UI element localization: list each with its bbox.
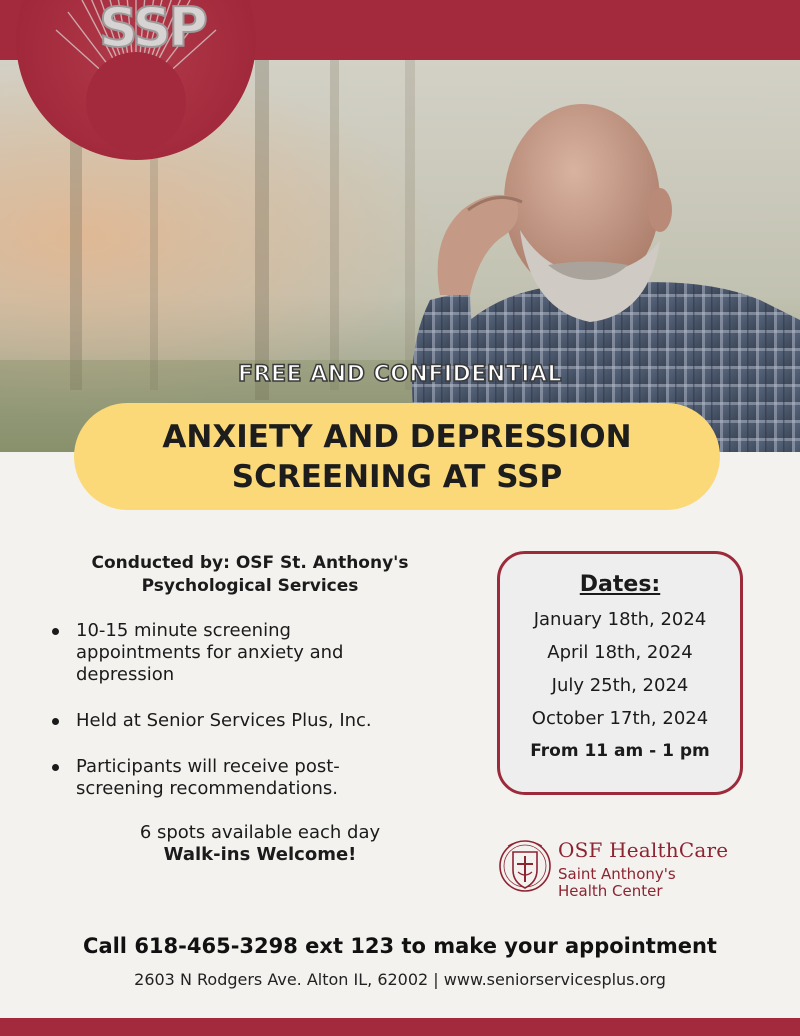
crest-icon: [498, 832, 554, 898]
dates-time: From 11 am - 1 pm: [530, 741, 710, 761]
osf-healthcare-logo: [498, 832, 758, 902]
osf-subtitle: Saint Anthony's Health Center: [558, 865, 676, 900]
address-line: 2603 N Rodgers Ave. Alton IL, 62002 | www.seniorservicesplus.org: [134, 970, 666, 989]
conducted-line-2: Psychological Services: [141, 576, 359, 596]
spots-line: 6 spots available each day: [139, 822, 381, 843]
call-to-action: Call 618-465-3298 ext 123 to make your appointment: [83, 934, 717, 958]
spots-info: [40, 822, 480, 866]
bullet-icon: [52, 718, 59, 725]
conducted-line-1: Conducted by: OSF St. Anthony's: [91, 553, 409, 573]
date-item: April 18th, 2024: [547, 642, 693, 663]
list-item: Participants will receive post- screening recommendations.: [50, 756, 460, 800]
title-banner: [74, 403, 720, 510]
ssp-logo-text: SSP: [99, 0, 205, 59]
bullet-icon: [52, 764, 59, 771]
walk-ins-line: Walk-ins Welcome!: [163, 844, 357, 865]
list-item: 10-15 minute screening appointments for anxiety and depression: [50, 620, 460, 686]
conducted-by: [40, 552, 460, 598]
title-line-2: SCREENING AT SSP: [231, 459, 563, 495]
date-item: October 17th, 2024: [531, 708, 709, 729]
osf-name: OSF HealthCare: [558, 838, 729, 862]
eyebrow-text: FREE AND CONFIDENTIAL: [238, 362, 562, 387]
bottom-color-band: [0, 1018, 800, 1036]
dates-list: [500, 603, 740, 767]
date-item: July 25th, 2024: [551, 675, 689, 696]
ssp-logo: [16, 0, 256, 160]
dates-box: [497, 551, 743, 795]
date-item: January 18th, 2024: [533, 609, 707, 630]
bullet-icon: [52, 628, 59, 635]
details-list: [50, 620, 460, 824]
list-item: Held at Senior Services Plus, Inc.: [50, 710, 460, 732]
title-line-1: ANXIETY AND DEPRESSION: [162, 419, 632, 455]
dates-heading: Dates:: [579, 572, 661, 597]
